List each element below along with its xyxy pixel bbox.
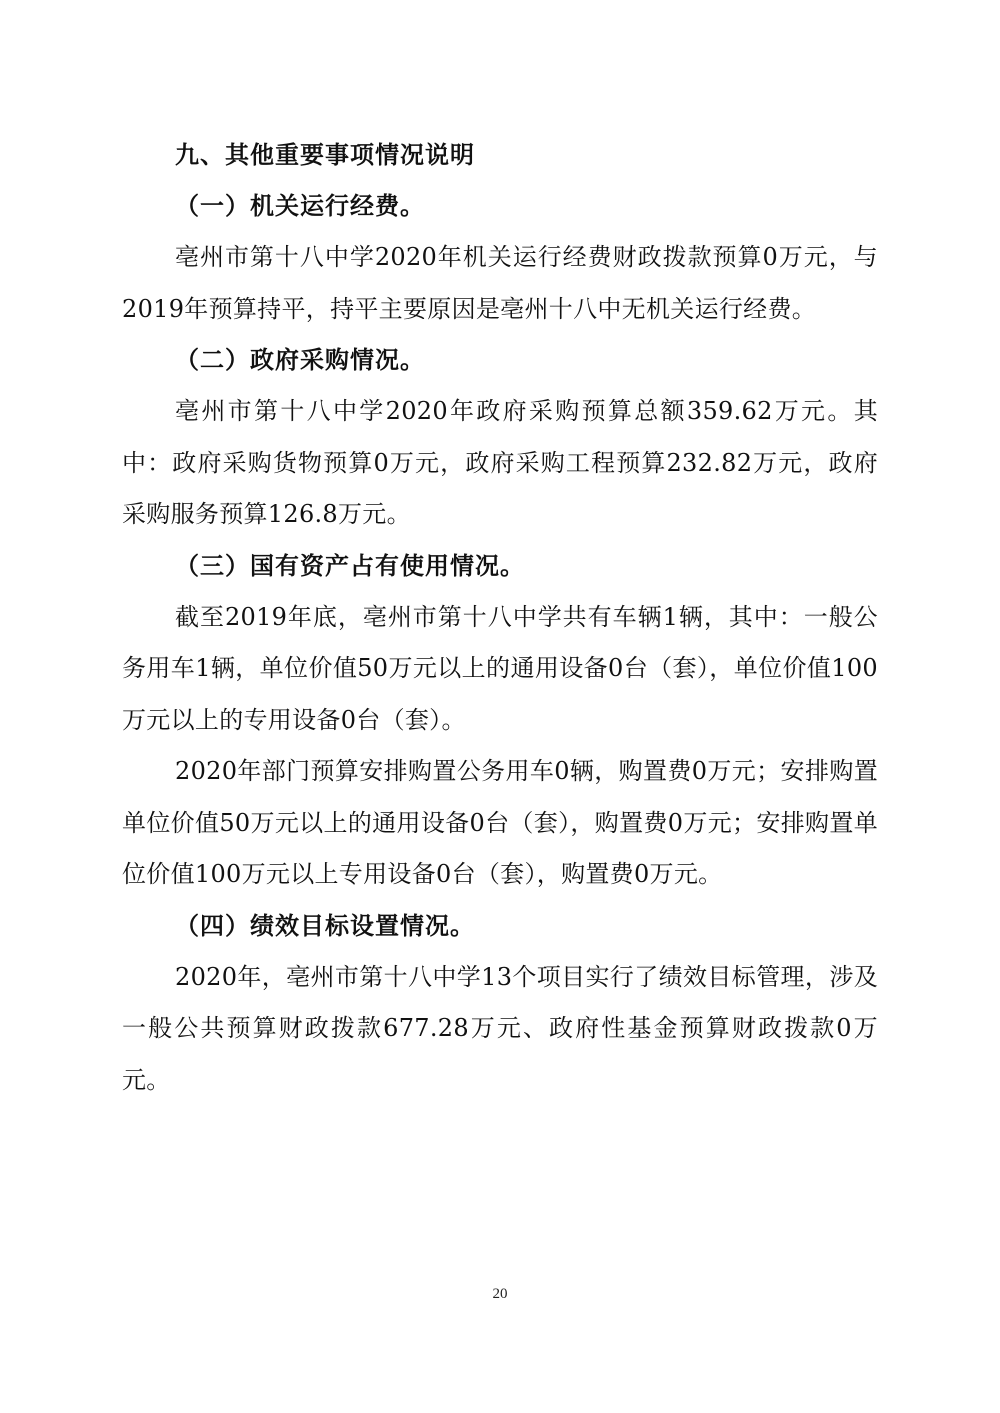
page-number: 20 <box>492 1286 508 1302</box>
section-heading: 九、其他重要事项情况说明 <box>175 141 475 169</box>
subsection-title-performance-targets: （四）绩效目标设置情况。 <box>175 911 475 940</box>
paragraph-government-procurement: 亳州市第十八中学2020年政府采购预算总额359.62万元。其中：政府采购货物预算0万元，政府采购工程预算232.82万元，政府采购服务预算126.8万元。 <box>122 397 878 528</box>
page-content <box>122 130 878 1106</box>
paragraph-state-assets-budget: 2020年部门预算安排购置公务用车0辆，购置费0万元；安排购置单位价值50万元以上的通用设备0台（套），购置费0万元；安排购置单位价值100万元以上专用设备0台（套），购置费0万元。 <box>122 757 878 888</box>
paragraph-performance-targets: 2020年，亳州市第十八中学13个项目实行了绩效目标管理，涉及一般公共预算财政拨款677.28万元、政府性基金预算财政拨款0万元。 <box>122 962 878 1094</box>
paragraph-state-assets-current: 截至2019年底，亳州市第十八中学共有车辆1辆，其中：一般公务用车1辆，单位价值50万元以上的通用设备0台（套），单位价值100万元以上的专用设备0台（套）。 <box>122 602 878 734</box>
paragraph-operating-expenses: 亳州市第十八中学2020年机关运行经费财政拨款预算0万元，与2019年预算持平，持平主要原因是亳州十八中无机关运行经费。 <box>122 243 878 323</box>
subsection-title-government-procurement: （二）政府采购情况。 <box>175 346 425 374</box>
subsection-title-state-assets: （三）国有资产占有使用情况。 <box>175 551 525 580</box>
subsection-title-operating-expenses: （一）机关运行经费。 <box>175 192 425 220</box>
